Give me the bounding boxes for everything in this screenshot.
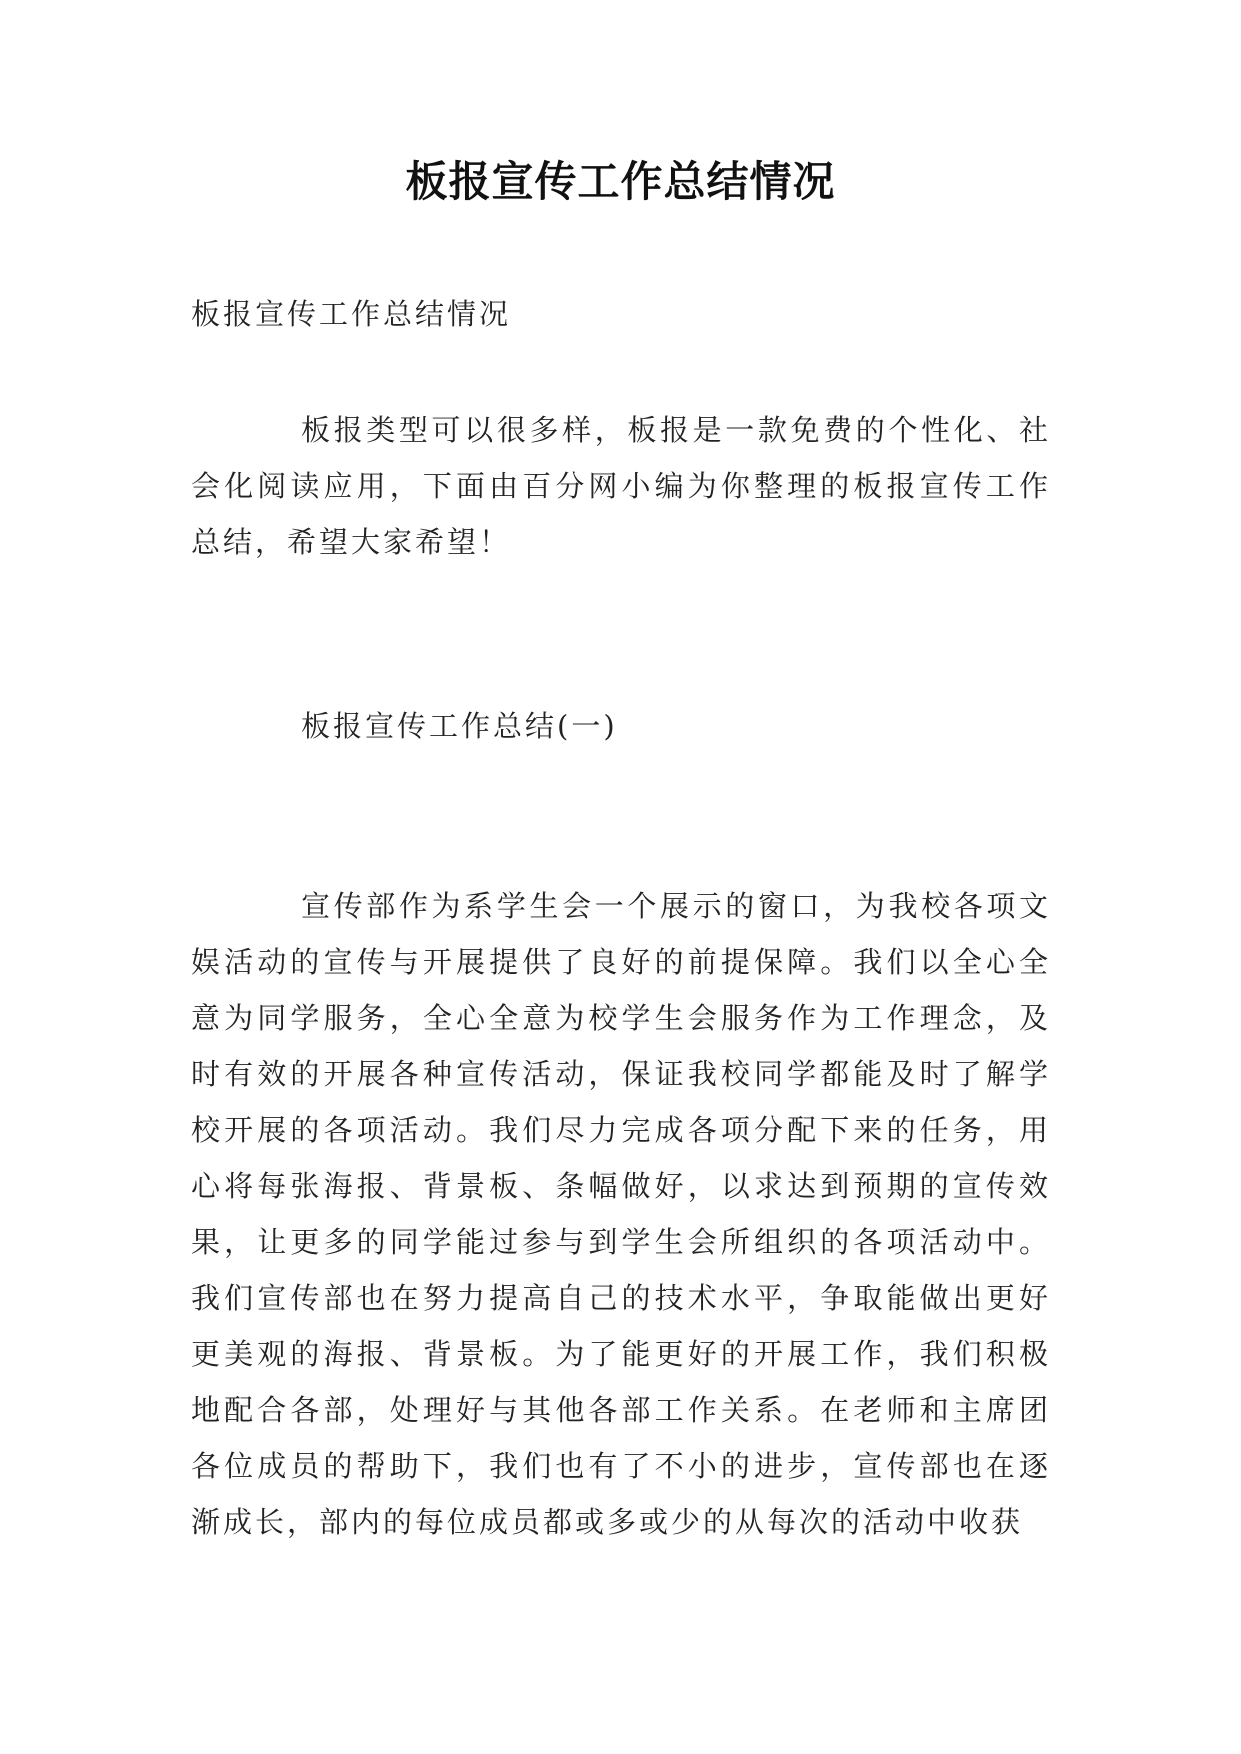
intro-paragraph: 板报类型可以很多样，板报是一款免费的个性化、社会化阅读应用，下面由百分网小编为你整理的板报宣传工作总结，希望大家希望！	[191, 413, 1051, 559]
document-subtitle: 板报宣传工作总结情况	[191, 297, 512, 331]
body-paragraph: 宣传部作为系学生会一个展示的窗口，为我校各项文娱活动的宣传与开展提供了良好的前提保障。我们以全心全意为同学服务，全心全意为校学生会服务作为工作理念，及时有效的开展各种宣传活动，保证我校同学都能及时了解学校开展的各项活动。我们尽力完成各项分配下来的任务，用心将每张海报、背景板、条幅做好，以求达到预期的宣传效果，让更多的同学能过参与到学生会所组织的各项活动中。我们宣传部也在努力提高自己的技术水平，争取能做出更好更美观的海报、背景板。为了能更好的开展工作，我们积极地配合各部，处理好与其他各部工作关系。在老师和主席团各位成员的帮助下，我们也有了不小的进步，宣传部也在逐渐成长，部内的每位成员都或多或少的从每次的活动中收获	[191, 889, 1051, 1539]
section-heading: 板报宣传工作总结(一)	[301, 709, 618, 743]
document-title: 板报宣传工作总结情况	[405, 157, 836, 206]
